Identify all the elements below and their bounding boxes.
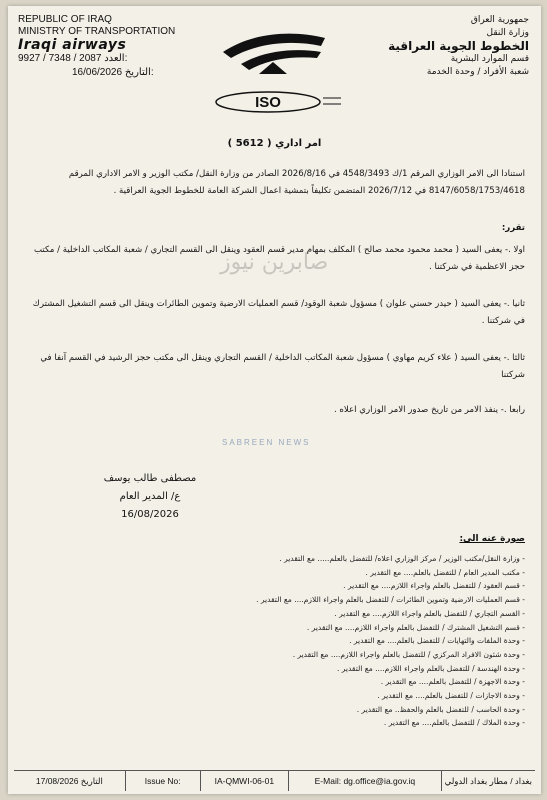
footer-date: 17/08/2026 التاريخ xyxy=(14,771,126,791)
cc-list-item: - قسم العمليات الارضية وتموين الطائرات / للتفضل بالعلم واجراء اللازم.... مع التقدير . xyxy=(105,593,525,607)
signature-date: 16/08/2026 xyxy=(121,509,179,520)
cc-list-item: - وحدة الملاك / للتفضل بالعلم.... مع التقدير . xyxy=(105,716,525,730)
decided-label: تقرر: xyxy=(501,223,525,233)
signature-block xyxy=(80,470,220,524)
cc-list-item: - وحدة الاجازات / للتفضل بالعلم.... مع التقدير . xyxy=(105,689,525,703)
cc-list-item: - وحدة الاجهزة / للتفضل بالعلم.... مع التقدير . xyxy=(105,675,525,689)
cc-list xyxy=(105,552,525,730)
cc-list-item: - مكتب المدير العام / للتفضل بالعلم.... مع التقدير . xyxy=(105,566,525,580)
cc-list-item: - وحدة الملفات والتهايات / للتفضل بالعلم.... مع التقدير . xyxy=(105,634,525,648)
iso-certified-icon xyxy=(213,88,343,114)
header-ar-line3: قسم الموارد البشرية xyxy=(450,54,529,64)
cc-list-item: - وزارة النقل/مكتب الوزير / مركز الوزاري اعلاه/ للتفضل بالعلم..... مع التقدير . xyxy=(105,552,525,566)
signatory-name: مصطفى طالب يوسف xyxy=(103,473,197,484)
header-en-line1: REPUBLIC OF IRAQ xyxy=(18,14,112,25)
order-item-2: ثانيا .- يعفى السيد ( حيدر حسني علوان ) مسؤول شعبة الوقود/ قسم العمليات الارضية وتموين الطائرات وينقل الى قسم التشغيل المشترك في شركتنا . xyxy=(32,299,525,326)
header-en-line2: MINISTRY OF TRANSPORTATION xyxy=(18,26,176,37)
header-ar-line4: شعبة الأفراد / وحدة الخدمة xyxy=(426,67,529,77)
footer-address: بغداد / مطار بغداد الدولي xyxy=(444,775,532,786)
cc-title: صورة عنه الى: xyxy=(459,534,525,544)
order-item-3: ثالثا .- يعفى السيد ( علاء كريم مهاوي ) مسؤول شعبة المكاتب الداخلية / القسم التجاري وينقل الى مكتب حجز الرشيد في القسم آنفا في شركتنا xyxy=(40,353,525,380)
footer-issue-value: IA-QMWI-06-01 xyxy=(201,771,289,791)
header-ar-line1: جمهورية العراق xyxy=(470,15,529,25)
signatory-title: ع/ المدير العام xyxy=(119,491,181,502)
cc-list-item: - قسم التشغيل المشترك / للتفضل بالعلم واجراء اللازم.... مع التقدير . xyxy=(105,621,525,635)
iraqi-airways-logo-icon xyxy=(213,24,333,94)
footer-email: E-Mail: dg.office@ia.gov.iq xyxy=(289,771,442,791)
document-date: 16/06/2026 التاريخ: xyxy=(72,67,154,78)
brand-name-ar: الخطوط الجوية العراقية xyxy=(388,39,529,53)
order-item-1: اولا .- يعفى السيد ( محمد محمود محمد صالح ) المكلف بمهام مدير قسم العقود وينقل الى القسم التجاري / شعبة المكاتب الداخلية / مكتب حجز الاعظمية في شركتنا . xyxy=(33,245,525,272)
watermark-arabic: صابرين نيوز xyxy=(220,250,329,275)
order-title: امر اداري ( 5612 ) xyxy=(227,138,322,149)
cc-list-item: - القسم التجاري / للتفضل بالعلم واجراء اللازم.... مع التقدير . xyxy=(105,607,525,621)
cc-list-item: - وحدة الهندسة / للتفضل بالعلم واجراء اللازم.... مع التقدير . xyxy=(105,662,525,676)
brand-name-en: Iraqi airways xyxy=(18,37,127,53)
cc-list-item: - وحدة شئون الافراد المركزي / للتفضل بالعلم واجراء اللازم.... مع التقدير . xyxy=(105,648,525,662)
cc-list-item: - وحدة الحاسب / للتفضل بالعلم والحفظ.. مع التقدير . xyxy=(105,703,525,717)
header-ar-line2: وزارة النقل xyxy=(486,28,529,38)
iso-label: ISO xyxy=(255,94,281,111)
footer-issue-label: Issue No: xyxy=(126,771,201,791)
watermark-english: SABREEN NEWS xyxy=(222,438,311,447)
header-english xyxy=(18,14,218,79)
cc-list-item: - قسم العقود / للتفضل بالعلم واجراء اللازم.... مع التقدير . xyxy=(105,579,525,593)
intro-paragraph: استنادا الى الامر الوزاري المرقم 1/ك 4548/3493 في 2026/8/16 الصادر من وزارة النقل/ مكتب الوزير و الامر الاداري المرقم 8147/6058/1753/4618 في 2026/7/12 المتضمن تكليفاً بتمشية اعمال الشركة العامة للخطوط الجوية العراقية . xyxy=(68,169,525,196)
document-page xyxy=(8,6,541,794)
footer-bar xyxy=(14,770,535,791)
header-arabic xyxy=(349,14,529,79)
document-number: 9927 / 7348 / 2087 العدد: xyxy=(18,53,128,64)
order-item-4: رابعا .- ينفذ الامر من تاريخ صدور الامر الوزاري اعلاه . xyxy=(333,405,525,415)
